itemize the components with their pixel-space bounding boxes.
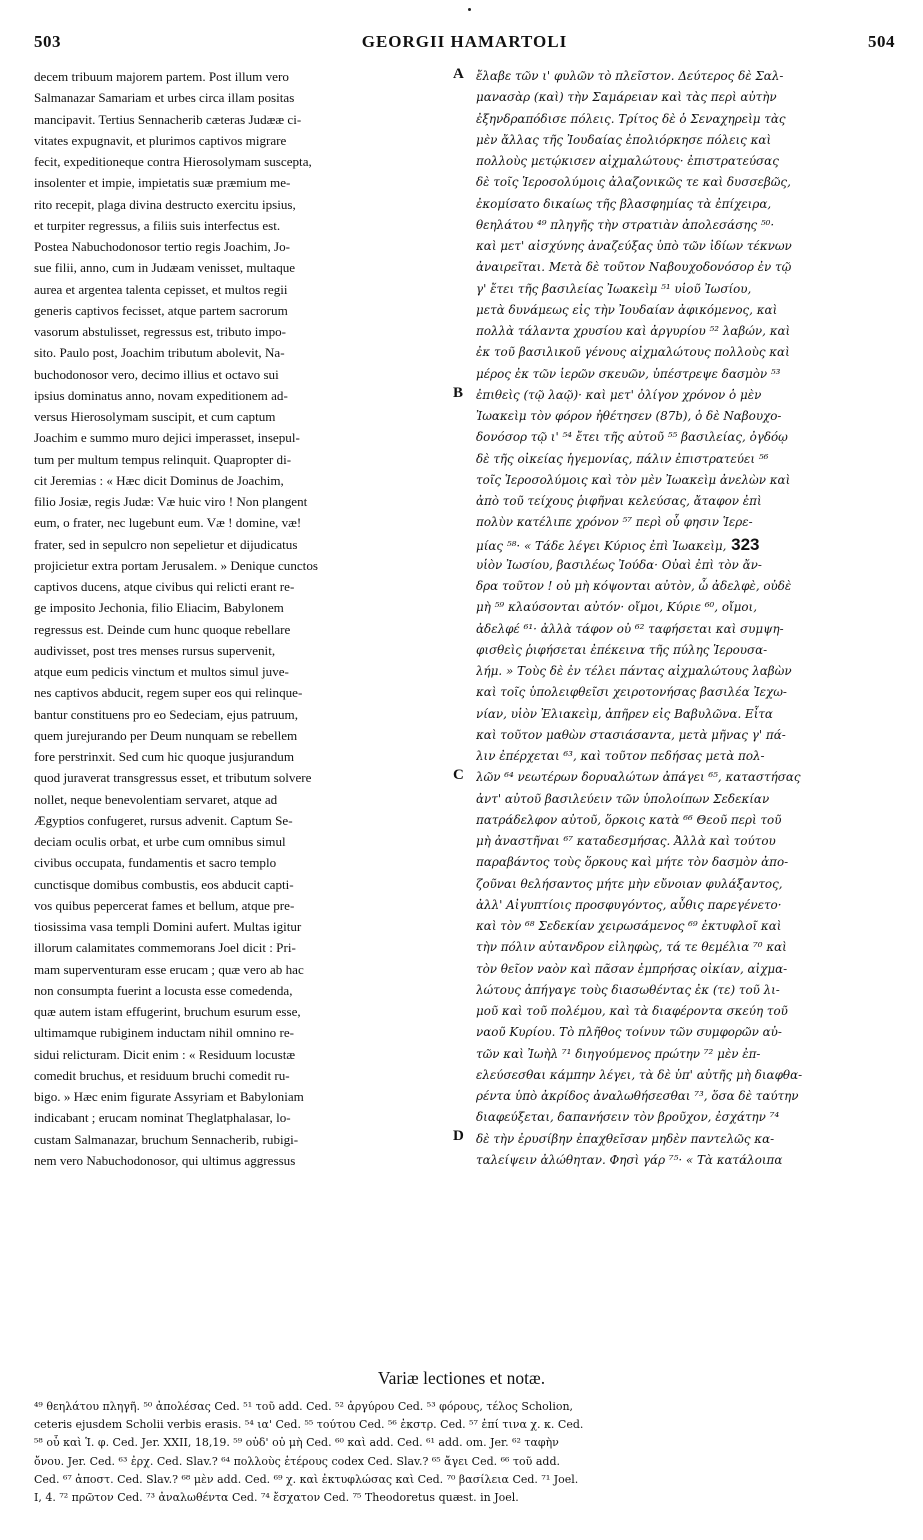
greek-text-line: τὴν πόλιν αὐτανδρον εἰληφὼς, τά τε θεμέλια ⁷⁰ καὶ xyxy=(476,940,787,955)
latin-column xyxy=(34,66,446,1171)
greek-text-line: τοῖς Ἱεροσολύμοις καὶ τὸν μὲν Ἰωακεὶμ ἀνελὼν καὶ xyxy=(476,472,791,487)
greek-text-line: μὴ ἀναστῆναι ⁶⁷ καταδεσμήσας. Ἀλλὰ καὶ τούτου xyxy=(476,834,776,848)
latin-text-line: tum per multum tempus relinquit. Quapropter di- xyxy=(34,451,292,467)
greek-text-line: ἐκομίσατο δικαίως τῆς βλασφημίας τὰ ἐπίχειρα, xyxy=(476,196,772,211)
greek-text-line: υἱὸν Ἰωσίου, βασιλέως Ἰούδα· Οὐαὶ ἐπὶ τὸν ἄν- xyxy=(476,557,762,572)
latin-text-line: comedit bruchus, et residuum bruchi comedit ru- xyxy=(34,1067,290,1083)
latin-text-line: non consumpta fuerint a locusta esse comedenda, xyxy=(34,982,293,998)
footnote-line: ⁴⁹ θεηλάτου πληγῆ. ⁵⁰ ἀπολέσας Ced. ⁵¹ τοῦ add. Ced. ⁵² ἀργύρου Ced. ⁵³ φόρους, τέλος Scholion, xyxy=(34,1400,574,1413)
latin-text-line: custam Salmanazar, bruchum Sennacherib, rubigi- xyxy=(34,1131,299,1147)
latin-text-line: illorum calamitates commemorans Joel dicit : Pri- xyxy=(34,940,296,956)
greek-text-line: πολλοὺς μετῴκισεν αἰχμαλώτους· ἐπιστρατεύσας xyxy=(476,154,779,168)
latin-text-line: bantur constituens pro eo Sedeciam, ejus patruum, xyxy=(34,706,298,722)
greek-text-line: ἀδελφέ ⁶¹· ἀλλὰ τάφον οὐ ⁶² ταφήσεται καὶ συμψη- xyxy=(476,621,784,636)
greek-text-line: ζοῦναι θελήσαντος μήτε μὴν εὔνοιαν φυλάξαντος, xyxy=(476,876,783,891)
latin-text-line: sidui relicturam. Dicit enim : « Residuum locustæ xyxy=(34,1046,296,1062)
margin-mark-d: D xyxy=(453,1128,464,1144)
greek-text-line: ἀναιρεῖται. Μετὰ δὲ τοῦτον Ναβουχοδονόσορ ἐν τῷ xyxy=(476,260,792,275)
footnote-line: I, 4. ⁷² πρῶτον Ced. ⁷³ ἀναλωθέντα Ced. ⁷⁴ ἔσχατον Ced. ⁷⁵ Theodoretus quæst. in Joel. xyxy=(34,1490,519,1504)
greek-text-line: πολὺν κατέλιπε χρόνον ⁵⁷ περὶ οὗ φησιν Ἱερε- xyxy=(476,515,753,530)
latin-text-line: atque eum pedicis vinctum et multos simul juve- xyxy=(34,664,289,679)
greek-text-line: ἐκ τοῦ βασιλικοῦ γένους αἰχμαλώτους πολλοὺς καὶ xyxy=(476,345,790,360)
latin-text-line: civibus occupata, fundamentis et sacro templo xyxy=(34,855,277,871)
greek-text-line: δὲ τοῖς Ἱεροσολύμοις ἀλαζονικῶς τε καὶ δυσσεβῶς, xyxy=(476,175,791,190)
footnote-line: ceteris ejusdem Scholii verbis erasis. ⁵⁴ ια' Ced. ⁵⁵ τούτου Ced. ⁵⁶ ἐκστρ. Ced. ⁵⁷ ἐπί τινα χ. κ. Ced. xyxy=(34,1418,584,1432)
latin-text-line: rito recepit, plaga divina destructo exercitu ipsius, xyxy=(34,196,296,212)
latin-text-line: mancipavit. Tertius Sennacherib cæteras Judææ ci- xyxy=(34,111,302,127)
footnote-line: ⁵⁸ οὗ καὶ Ἱ. φ. Ced. Jer. XXII, 18,19. ⁵⁹ οὐδ' οὐ μὴ Ced. ⁶⁰ καὶ add. Ced. ⁶¹ add. om. Jer. ⁶² ταφὴν xyxy=(34,1436,559,1450)
latin-text-line: nollet, neque benevolentiam servaret, atque ad xyxy=(34,791,278,807)
latin-text-line: fore perstrinxit. Sed cum hic quoque jusjurandum xyxy=(34,749,295,764)
greek-text-line: θεηλάτου ⁴⁹ πληγῆς τὴν στρατιὰν ἀπολεσάσης ⁵⁰· xyxy=(476,217,775,232)
latin-text-line: ultimamque rubiginem inductam nihil omnino re- xyxy=(34,1025,295,1041)
greek-text-line: ναοῦ Κυρίου. Τὸ πλῆθος τοίνυν τῶν συμφορῶν αὐ- xyxy=(476,1025,782,1040)
latin-text-line: Ægyptios confugeret, rursus advenit. Captum Se- xyxy=(34,812,293,828)
greek-text-line: μοῦ καὶ τοῦ πολέμου, καὶ τὰ διαφέροντα σκεύη τοῦ xyxy=(476,1004,788,1018)
greek-text-line: ἀντ' αὐτοῦ βασιλεύειν τῶν ὑπολοίπων Σεδεκίαν xyxy=(476,791,770,806)
latin-text-line: cunctisque domibus combustis, eos abducit capti- xyxy=(34,876,294,892)
latin-text-line: Joachim e summo muro dejici imperasset, insepul- xyxy=(34,430,300,446)
latin-text-line: buchodonosor vero, decimo illius et octavo sui xyxy=(34,366,279,382)
greek-column xyxy=(476,66,893,1171)
ink-dot xyxy=(468,8,471,11)
latin-text-line: ipsius dominatus anno, novam expeditionem ad- xyxy=(34,387,288,403)
latin-text-line: filio Josiæ, regis Judæ: Væ huic viro ! Non plangent xyxy=(34,494,308,509)
greek-text-line: μὴ ⁵⁹ κλαύσονται αὐτόν· οἴμοι, Κύριε ⁶⁰, οἴμοι, xyxy=(476,600,757,615)
latin-text-line: et turpiter regressus, a filiis suis interfectus est. xyxy=(34,217,281,233)
latin-text-line: sito. Paulo post, Joachim tributum abolevit, Na- xyxy=(34,345,285,361)
latin-text-line: quæ autem istam effugerint, bruchum esurum esse, xyxy=(34,1004,301,1019)
latin-text-line: Salmanazar Samariam et urbes circa illam positas xyxy=(34,90,295,106)
greek-text-line: καὶ τοῖς ὑπολειφθεῖσι χειροτονήσας βασιλέα Ἰεχω- xyxy=(476,685,787,700)
latin-text-line: insolenter et impie, impietatis suæ præmium me- xyxy=(34,175,291,191)
latin-text-line: frater, sed in sepulcro non sepelietur et dijudicatus xyxy=(34,536,298,552)
latin-text-line: cit Jeremias : « Hæc dicit Dominus de Joachim, xyxy=(34,472,284,488)
latin-text-line: bigo. » Hæc enim figurate Assyriam et Babyloniam xyxy=(34,1089,304,1104)
greek-text-line: πατράδελφον αὐτοῦ, ὅρκοις κατὰ ⁶⁶ Θεοῦ περὶ τοῦ xyxy=(476,812,782,827)
latin-text-line: vasorum abstulisset, regressus est, tributo impo- xyxy=(34,324,287,339)
latin-text-line: fecit, expeditioneque contra Hierosolymam suscepta, xyxy=(34,154,312,169)
page-number-right: 504 xyxy=(868,32,895,51)
greek-text-line: καὶ μετ' αἰσχύνης ἀναζεύξας ὑπὸ τῶν ἰδίων τέκνων xyxy=(476,239,792,253)
latin-text-line: deciam oculis orbat, et urbe cum omnibus simul xyxy=(34,834,286,849)
latin-text-line: eum, o frater, nec lugebunt eum. Væ ! domine, væ! xyxy=(34,515,302,531)
greek-text-line: Ἰωακεὶμ τὸν φόρον ἠθέτησεν (87b), ὁ δὲ Ναβουχο- xyxy=(476,409,782,423)
greek-text-line: διαφεύξεται, δαπανήσειν τὸν βροῦχον, ἐσχάτην ⁷⁴ xyxy=(476,1110,780,1125)
latin-text-line: ge imposito Jechonia, filio Eliacim, Babylonem xyxy=(34,600,284,616)
greek-text-line: μετὰ δυνάμεως εἰς τὴν Ἰουδαίαν ἀφικόμενος, καὶ xyxy=(476,302,778,317)
greek-text-line: δονόσορ τῷ ι' ⁵⁴ ἔτει τῆς αὐτοῦ ⁵⁵ βασιλείας, ὀγδόῳ xyxy=(476,430,788,445)
greek-text-line: λώτους ἀπήγαγε τοὺς διασωθέντας ἐκ (τε) τοῦ λι- xyxy=(476,982,780,997)
greek-text-line: πολλὰ τάλαντα χρυσίου καὶ ἀργυρίου ⁵² λαβών, καὶ xyxy=(476,324,791,338)
latin-text-line: vitates expugnavit, et plurimos captivos migrare xyxy=(34,132,287,148)
greek-text-line: μὲν ἄλλας τῆς Ἰουδαίας ἐπολιόρκησε πόλεις καὶ xyxy=(476,132,772,147)
page-number-left: 503 xyxy=(34,32,61,51)
greek-text-line: γ' ἔτει τῆς βασιλείας Ἰωακεὶμ ⁵¹ υἱοῦ Ἰωσίου, xyxy=(476,281,752,296)
greek-text-line: δρα τοῦτον ! οὐ μὴ κόψονται αὐτὸν, ὦ ἀδελφὲ, οὐδὲ xyxy=(476,579,792,593)
margin-mark-c: C xyxy=(453,767,464,783)
latin-text-line: audivisset, post tres menses rursus supervenit, xyxy=(34,642,276,658)
greek-text-line: ταλείψειν ἀλώθηταν. Φησὶ γάρ ⁷⁵· « Τὰ κατάλοιπα xyxy=(476,1152,783,1167)
greek-text-line: παραβάντος τοὺς ὅρκους καὶ μήτε τὸν δασμὸν ἀπο- xyxy=(476,855,789,870)
greek-text-line: ἐξηνδραπόδισε πόλεις. Τρίτος δὲ ὁ Σεναχηρεὶμ τὰς xyxy=(476,111,786,126)
footnotes xyxy=(34,1398,896,1507)
latin-text-line: projicietur extra portam Jerusalem. » Denique cunctos xyxy=(34,557,318,573)
latin-text-line: versus Hierosolymam suscipit, et cum captum xyxy=(34,409,276,424)
greek-text-line: φισθεὶς ῥιφήσεται ἐπέκεινα τῆς πύλης Ἱερουσα- xyxy=(476,642,768,657)
greek-text-line: ελεύσεσθαι κάμπην λέγει, τὰ δὲ ὑπ' αὐτῆς μὴ διαφθα- xyxy=(476,1067,803,1082)
footnote-line: Ced. ⁶⁷ ἀποστ. Ced. Slav.? ⁶⁸ μὲν add. Ced. ⁶⁹ χ. καὶ ἐκτυφλώσας καὶ Ced. ⁷⁰ βασίλεια Ced. ⁷¹ Joel. xyxy=(34,1472,579,1486)
greek-text-line: ἀπὸ τοῦ τείχους ῥιφῆναι κελεύσας, ἄταφον ἐπὶ xyxy=(476,494,762,508)
greek-text-line: λῶν ⁶⁴ νεωτέρων δορυαλώτων ἀπάγει ⁶⁵, καταστήσας xyxy=(476,770,801,785)
latin-text-line: decem tribuum majorem partem. Post illum vero xyxy=(34,69,289,84)
greek-text-line: μίας ⁵⁸· « Τάδε λέγει Κύριος ἐπὶ Ἰωακεὶμ, 323 xyxy=(476,534,760,554)
greek-text-line: τὸν θεῖον ναὸν καὶ πᾶσαν ἐμπρήσας οἰκίαν, αἰχμα- xyxy=(476,961,788,976)
footnote-line: ὄνου. Jer. Ced. ⁶³ ἐρχ. Ced. Slav.? ⁶⁴ πολλοὺς ἑτέρους codex Ced. Slav.? ⁶⁵ ἄγει Ced. ⁶⁶ τοῦ add. xyxy=(34,1454,560,1468)
latin-text-line: mam superventuram esse erucam ; quæ vero ab hac xyxy=(34,961,304,977)
latin-text-line: Postea Nabuchodonosor tertio regis Joachim, Jo- xyxy=(34,239,291,254)
latin-text-line: quem jurejurando per Deum nunquam se rebellem xyxy=(34,727,298,743)
greek-text-line: μανασὰρ (καὶ) τὴν Σαμάρειαν καὶ τὰς περὶ αὐτὴν xyxy=(476,90,777,105)
greek-text-line: νίαν, υἱὸν Ἐλιακεὶμ, ἀπῆρεν εἰς Βαβυλῶνα. Εἶτα xyxy=(476,706,773,721)
latin-text-line: quod juraverat transgressus esset, et tributum solvere xyxy=(34,770,312,786)
column-number: 323 xyxy=(726,534,760,554)
latin-text-line: indicabant ; erucam nominat Theglatphalasar, lo- xyxy=(34,1110,291,1126)
notes-heading: Variæ lectiones et notæ. xyxy=(377,1368,546,1388)
latin-text-line: captivos ducens, atque civibus qui relicti erant re- xyxy=(34,579,295,594)
greek-text-line: ρέντα ὑπὸ ἀκρίδος ἀναλωθήσεσθαι ⁷³, ὅσα δὲ ταύτην xyxy=(476,1089,799,1103)
greek-text-line: καὶ τοῦτον μαθὼν στασιάσαντα, μετὰ μῆνας γ' πά- xyxy=(476,727,786,742)
running-title: GEORGII HAMARTOLI xyxy=(361,32,568,51)
greek-text-line: τῶν καὶ Ἰωὴλ ⁷¹ διηγούμενος πρώτην ⁷² μὲν ἐπ- xyxy=(476,1046,761,1061)
latin-text-line: tiosissima vasa templi Domini aufert. Multas igitur xyxy=(34,919,302,934)
latin-text-line: regressus est. Deinde cum hunc quoque rebellare xyxy=(34,621,291,637)
greek-text-line: καὶ τὸν ⁶⁸ Σεδεκίαν χειρωσάμενος ⁶⁹ ἐκτυφλοῖ καὶ xyxy=(476,919,782,933)
greek-text-line: ἔλαβε τῶν ι' φυλῶν τὸ πλεῖστον. Δεύτερος δὲ Σαλ- xyxy=(476,69,784,83)
latin-text-line: nes captivos abducit, regem super eos qui relinque- xyxy=(34,685,303,701)
greek-text-line: ἀλλ' Αἰγυπτίοις προσφυγόντος, αὖθις παρεγένετο· xyxy=(476,897,782,912)
latin-text-line: nem vero Nabuchodonosor, qui ultimus aggressus xyxy=(34,1152,296,1168)
margin-mark-a: A xyxy=(453,66,464,82)
greek-text-line: μέρος ἐκ τῶν ἱερῶν σκευῶν, ὑπέστρεψε δασμὸν ⁵³ xyxy=(476,366,781,381)
greek-text-line: λιν ἐπέρχεται ⁶³, καὶ τοῦτον πεδήσας μετὰ πολ- xyxy=(476,749,765,763)
greek-text-line: λήμ. » Τοὺς δὲ ἐν τέλει πάντας αἰχμαλώτους λαβὼν xyxy=(476,664,792,678)
greek-text-line: δὲ τὴν ἐρυσίβην ἐπαχθεῖσαν μηδὲν παντελῶς κα- xyxy=(476,1131,775,1146)
latin-text-line: vos quibus pepercerat fames et bellum, atque pre- xyxy=(34,897,295,913)
greek-text-line: δὲ τῆς οἰκείας ἡγεμονίας, πάλιν ἐπιστρατεύει ⁵⁶ xyxy=(476,451,769,466)
margin-mark-b: B xyxy=(453,385,464,401)
latin-text-line: aurea et argentea talenta cepisset, et multos regii xyxy=(34,281,288,297)
greek-text-line: ἐπιθεὶς (τῷ λαῷ)· καὶ μετ' ὀλίγον χρόνον ὁ μὲν xyxy=(476,387,762,402)
latin-text-line: sue filii, anno, cum in Judæam venisset, multaque xyxy=(34,260,296,276)
latin-text-line: generis captivos fecisset, atque partem sacrorum xyxy=(34,302,288,318)
running-header xyxy=(34,32,895,58)
